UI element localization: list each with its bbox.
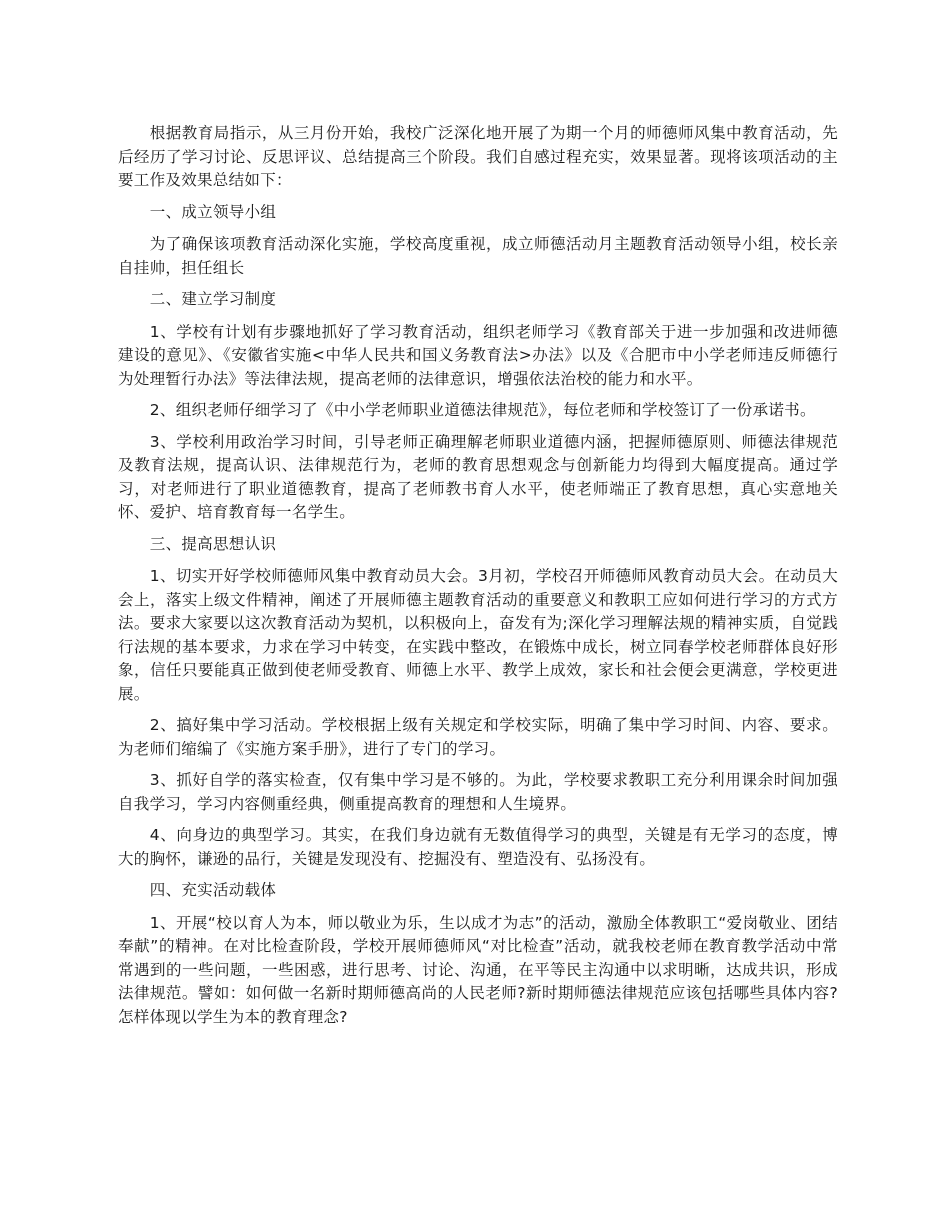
section-2-item-3: 3、学校利用政治学习时间，引导老师正确理解老师职业道德内涵，把握师德原则、师德法律规范及教育法规，提高认识、法律规范行为，老师的教育思想观念与创新能力均得到大幅度提高。通过学习，对老师进行了职业道德教育，提高了老师教书育人水平，使老师端正了教育思想，真心实意地关怀、爱护、培育教育每一名学生。 bbox=[118, 432, 838, 521]
section-heading-3: 三、提高思想认识 bbox=[149, 534, 277, 553]
document-body bbox=[118, 122, 838, 1037]
section-2-item-1: 1、学校有计划有步骤地抓好了学习教育活动，组织老师学习《教育部关于进一步加强和改进师德建设的意见》、《安徽省实施<中华人民共和国义务教育法>办法》以及《合肥市中小学老师违反师德行为处理暂行办法》等法律法规，提高老师的法律意识，增强依法治校的能力和水平。 bbox=[118, 322, 838, 388]
section-heading-2: 二、建立学习制度 bbox=[149, 290, 277, 308]
intro-paragraph: 根据教育局指示，从三月份开始，我校广泛深化地开展了为期一个月的师德师风集中教育活动，先后经历了学习讨论、反思评议、总结提高三个阶段。我们自感过程充实，效果显著。现将该项活动的主要工作及效果总结如下： bbox=[118, 124, 838, 189]
section-1-paragraph: 为了确保该项教育活动深化实施，学校高度重视，成立师德活动月主题教育活动领导小组，校长亲自挂帅，担任组长 bbox=[118, 235, 838, 277]
section-3-item-4: 4、向身边的典型学习。其实，在我们身边就有无数值得学习的典型，关键是有无学习的态度，博大的胸怀，谦逊的品行，关键是发现没有、挖掘没有、塑造没有、弘扬没有。 bbox=[118, 826, 838, 868]
section-heading-4: 四、充实活动载体 bbox=[149, 881, 277, 899]
section-4-item-1: 1、开展“校以育人为本，师以敬业为乐，生以成才为志”的活动，激励全体教职工“爱岗敬业、团结奉献”的精神。在对比检查阶段，学校开展师德师风“对比检查”活动，就我校老师在教育教学活动中常常遇到的一些问题，一些困惑，进行思考、讨论、沟通，在平等民主沟通中以求明晰，达成共识，形成法律规范。譬如：如何做一名新时期师德高尚的人民老师?新时期师德法律规范应该包括哪些具体内容?怎样体现以学生为本的教育理念? bbox=[118, 913, 838, 1026]
section-3-item-1: 1、切实开好学校师德师风集中教育动员大会。3月初，学校召开师德师风教育动员大会。在动员大会上，落实上级文件精神，阐述了开展师德主题教育活动的重要意义和教职工应如何进行学习的方式方法。要求大家要以这次教育活动为契机，以积极向上，奋发有为;深化学习理解法规的精神实质，自觉践行法规的基本要求，力求在学习中转变，在实践中整改，在锻炼中成长，树立同春学校老师群体良好形象，信任只要能真正做到使老师受教育、师德上水平、教学上成效，家长和社会便会更满意，学校更进展。 bbox=[118, 567, 838, 703]
section-3-item-2: 2、搞好集中学习活动。学校根据上级有关规定和学校实际，明确了集中学习时间、内容、要求。为老师们缩编了《实施方案手册》，进行了专门的学习。 bbox=[118, 716, 838, 758]
section-3-item-3: 3、抓好自学的落实检查，仅有集中学习是不够的。为此，学校要求教职工充分利用课余时间加强自我学习，学习内容侧重经典，侧重提高教育的理想和人生境界。 bbox=[118, 771, 838, 813]
section-2-item-2: 2、组织老师仔细学习了《中小学老师职业道德法律规范》，每位老师和学校签订了一份承诺书。 bbox=[149, 401, 816, 419]
section-heading-1: 一、成立领导小组 bbox=[149, 202, 277, 221]
